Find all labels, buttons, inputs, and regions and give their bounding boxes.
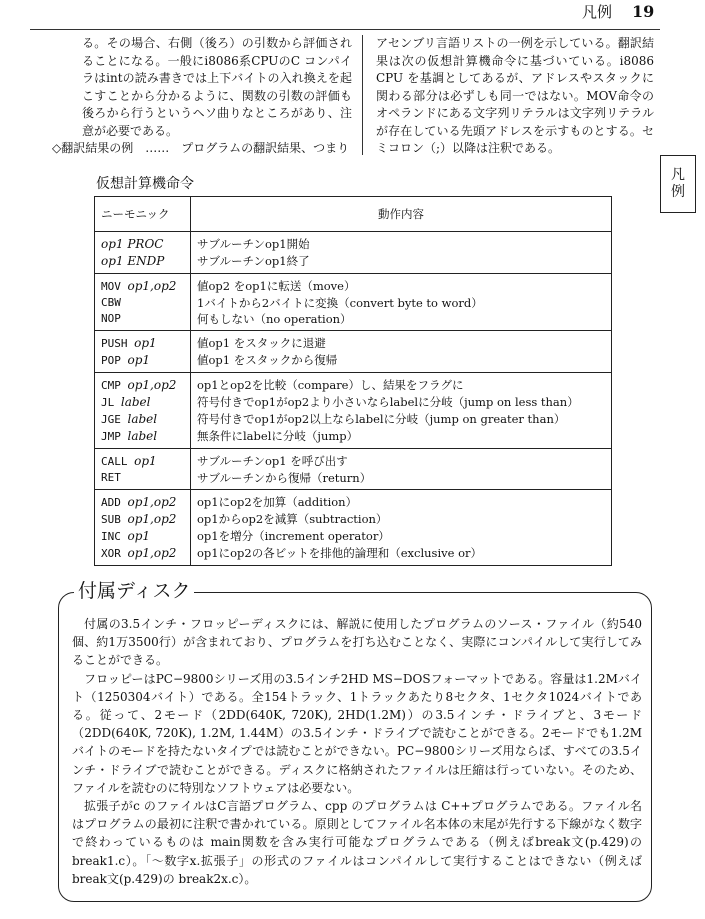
opcode: POP: [101, 354, 121, 367]
table-row: [95, 394, 612, 411]
operation-cell: サブルーチンop1開始: [191, 232, 612, 254]
disk-section-body: [72, 615, 642, 888]
table-header-row: [95, 197, 612, 232]
disk-section-title: 付属ディスク: [74, 579, 194, 603]
mnemonic-cell: [95, 428, 191, 449]
mnemonic-cell: [95, 274, 191, 296]
table-row: [95, 449, 612, 471]
mnemonic-cell: [95, 352, 191, 373]
operation-cell: 何もしない（no operation）: [191, 311, 612, 331]
operands: op1: [134, 454, 157, 468]
mnemonic-cell: [95, 449, 191, 471]
header-rule: [30, 29, 660, 30]
operation-cell: 無条件にlabelに分岐（jump）: [191, 428, 612, 449]
table-row: [95, 373, 612, 395]
operation-cell: op1とop2を比較（compare）し、結果をフラグに: [191, 373, 612, 395]
operation-cell: サブルーチンop1終了: [191, 253, 612, 274]
operands: op1,op2: [127, 546, 177, 560]
operation-cell: 値op1 をスタックから復帰: [191, 352, 612, 373]
left-column-paragraph: る。その場合、右側（後ろ）の引数から評価されることになる。一般にi8086系CPUのC コンパイラはintの読み書きでは上下バイトの入れ換えを起こすことから分かるように、関数の引数の評価も後ろから行うというヘソ曲りなところがあり、注意が必要である。: [82, 36, 352, 138]
operands: op1: [134, 336, 157, 350]
table-row: [95, 295, 612, 311]
mnemonic-cell: [95, 394, 191, 411]
mnemonic-cell: [95, 511, 191, 528]
table-caption: 仮想計算機命令: [96, 176, 194, 192]
operands: label: [127, 412, 158, 426]
mnemonic-cell: [95, 253, 191, 274]
operands: op1 PROC: [101, 237, 164, 251]
opcode: PUSH: [101, 337, 128, 350]
opcode: JL: [101, 396, 115, 409]
operation-cell: サブルーチンop1 を呼び出す: [191, 449, 612, 471]
mnemonic-cell: [95, 232, 191, 254]
table-row: [95, 411, 612, 428]
mnemonic-cell: [95, 331, 191, 353]
side-tab-char-1: 凡: [671, 167, 685, 183]
opcode: MOV: [101, 280, 121, 293]
column-divider: [362, 35, 363, 155]
mnemonic-cell: [95, 470, 191, 490]
table-row: [95, 490, 612, 512]
operation-cell: 値op1 をスタックに退避: [191, 331, 612, 353]
opcode: NOP: [101, 312, 121, 325]
instruction-table: [94, 196, 612, 566]
header-operation: 動作内容: [191, 197, 612, 232]
opcode: CMP: [101, 379, 121, 392]
table-body: [95, 232, 612, 566]
table-row: [95, 428, 612, 449]
table-row: [95, 352, 612, 373]
section-title: 凡例: [582, 3, 613, 21]
mnemonic-cell: [95, 528, 191, 545]
table-row: [95, 253, 612, 274]
table-row: [95, 470, 612, 490]
operation-cell: op1にop2の各ビットを排他的論理和（exclusive or）: [191, 545, 612, 566]
operation-cell: op1にop2を加算（addition）: [191, 490, 612, 512]
mnemonic-cell: [95, 411, 191, 428]
disk-paragraph-2: フロッピーはPC−9800シリーズ用の3.5インチ2HD MS−DOSフォーマットである。容量は1.2Mバイト（1250304バイト）である。全154トラック、1トラックあたり8セクタ、1セクタ1024バイトである。従って、2モード（2DD(640K, 720K), 2HD(1.2M)）の3.5インチ・ドライブと、3モード（2DD(640K, 720K), 1.2M, 1.44M）の3.5インチ・ドライブで読むことができる。2モードでも1.2Mバイトのモードを持たないタイプでは読むことができない。PC−9800シリーズ用ならば、すべての3.5インチ・ドライブで読むことができる。ディスクに格納されたファイルは圧縮は行っていない。そのため、ファイルを読むのに特別なソフトウェアは必要ない。: [72, 671, 642, 795]
operation-cell: 1バイトから2バイトに変換（convert byte to word）: [191, 295, 612, 311]
operation-cell: 符号付きでop1がop2以上ならlabelに分岐（jump on greater than）: [191, 411, 612, 428]
side-tab-char-2: 例: [671, 184, 685, 200]
table-row: [95, 545, 612, 566]
opcode: XOR: [101, 547, 121, 560]
operands: op1,op2: [127, 495, 177, 509]
disk-paragraph-3: 拡張子がc のファイルはC言語プログラム、cpp のプログラムは C++プログラムである。ファイル名はプログラムの最初に注釈で書かれている。原則としてファイル名本体の末尾が先行する下線がなく数字で終わっているものは main関数を含み実行可能なプログラムである（例えばbreak文(p.429)の break1.c）。「〜数字x.拡張子」の形式のファイルはコンパイルして実行することはできない（例えばbreak文(p.429)の break2x.c）。: [72, 799, 642, 886]
table-row: [95, 311, 612, 331]
operands: label: [127, 429, 158, 443]
operands: op1 ENDP: [101, 254, 165, 268]
opcode: JMP: [101, 430, 121, 443]
right-column-paragraph: アセンブリ言語リストの一例を示している。翻訳結果は次の仮想計算機命令に基づいている。i8086 CPU を基調としてあるが、アドレスやスタックに関わる部分は必ずしも同一ではない。MOV命令のオペランドにある文字列リテラルは文字列リテラルが存在している先頭アドレスを示すものとする。セミコロン（;）以降は注釈である。: [376, 36, 654, 155]
operation-cell: op1からop2を減算（subtraction）: [191, 511, 612, 528]
opcode: SUB: [101, 513, 121, 526]
table-row: [95, 331, 612, 353]
disk-paragraph-1: 付属の3.5インチ・フロッピーディスクには、解説に使用したプログラムのソース・ファイル（約540個、約1万3500行）が含まれており、プログラムを打ち込むことなく、実際にコンパイルして実行してみることができる。: [72, 617, 642, 668]
operation-cell: op1を増分（increment operator）: [191, 528, 612, 545]
operands: label: [120, 395, 151, 409]
translation-example-heading: ◇翻訳結果の例 …… プログラムの翻訳結果、つまり: [52, 141, 350, 155]
operands: op1: [127, 353, 151, 367]
page-number: 19: [632, 2, 655, 21]
section-thumb-tab: [660, 155, 696, 213]
mnemonic-cell: [95, 490, 191, 512]
table-row: [95, 274, 612, 296]
operation-cell: 符号付きでop1がop2より小さいならlabelに分岐（jump on less than）: [191, 394, 612, 411]
header-mnemonic: ニーモニック: [95, 197, 191, 232]
opcode: RET: [101, 471, 121, 484]
right-column: [376, 35, 654, 158]
operands: op1,op2: [127, 279, 177, 293]
mnemonic-cell: [95, 311, 191, 331]
opcode: ADD: [101, 496, 121, 509]
operands: op1,op2: [127, 512, 177, 526]
operands: op1: [127, 529, 151, 543]
opcode: JGE: [101, 413, 121, 426]
table-row: [95, 232, 612, 254]
operation-cell: サブルーチンから復帰（return）: [191, 470, 612, 490]
operands: op1,op2: [127, 378, 177, 392]
left-column: [52, 35, 352, 158]
opcode: INC: [101, 530, 121, 543]
opcode: CALL: [101, 455, 128, 468]
table-row: [95, 511, 612, 528]
operation-cell: 値op2 をop1に転送（move）: [191, 274, 612, 296]
opcode: CBW: [101, 296, 121, 309]
mnemonic-cell: [95, 373, 191, 395]
mnemonic-cell: [95, 545, 191, 566]
mnemonic-cell: [95, 295, 191, 311]
table-row: [95, 528, 612, 545]
